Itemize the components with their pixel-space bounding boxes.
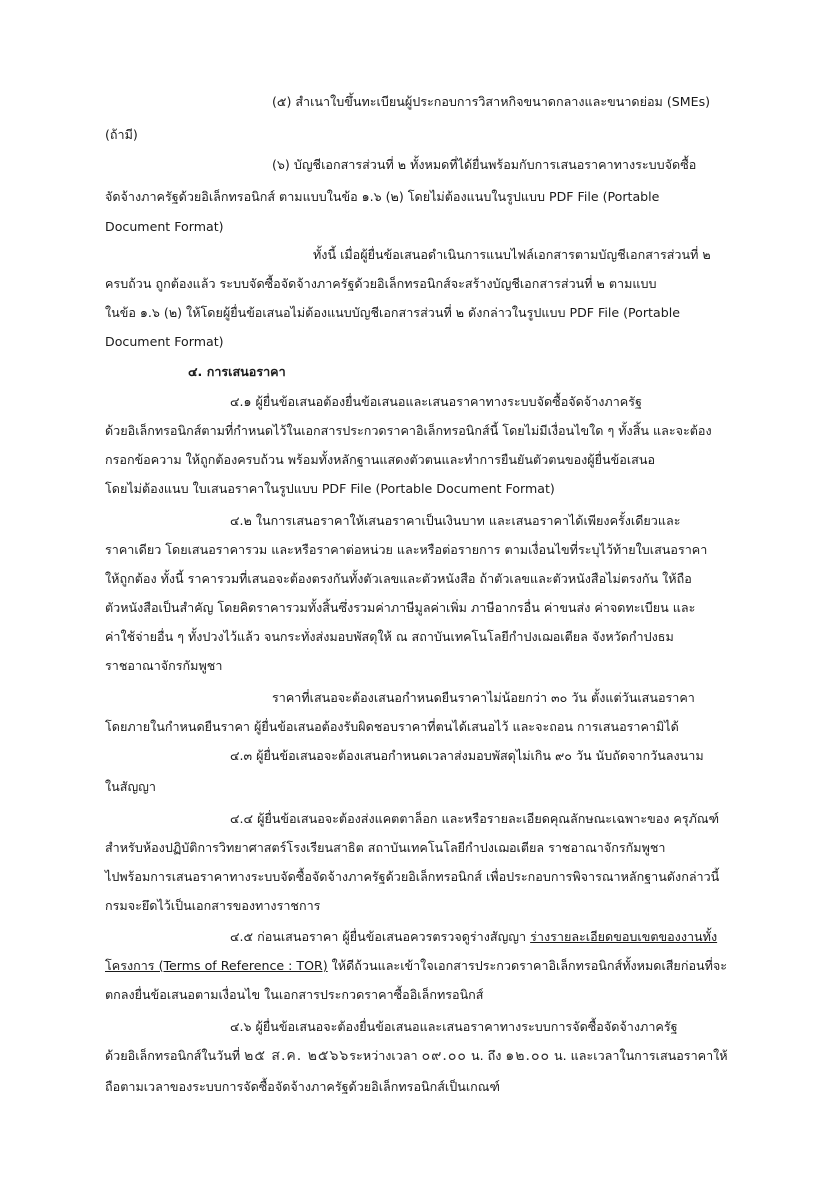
clause-4-2-line: ราคาที่เสนอจะต้องเสนอกำหนดยืนราคาไม่น้อยกว่า ๓๐ วัน ตั้งแต่วันเสนอราคา (272, 690, 695, 705)
note-paragraph-line: ในข้อ ๑.๖ (๒) ให้โดยผู้ยื่นข้อเสนอไม่ต้องแนบบัญชีเอกสารส่วนที่ ๒ ดังกล่าวในรูปแบบ PDF File (Portable (105, 305, 680, 320)
clause-4-6-line: ถือตามเวลาของระบบการจัดซื้อจัดจ้างภาครัฐด้วยอิเล็กทรอนิกส์เป็นเกณฑ์ (105, 1079, 500, 1094)
note-paragraph-line: ทั้งนี้ เมื่อผู้ยื่นข้อเสนอดำเนินการแนบไฟล์เอกสารตามบัญชีเอกสารส่วนที่ ๒ (313, 247, 711, 262)
clause-4-1-line: กรอกข้อความ ให้ถูกต้องครบถ้วน พร้อมทั้งหลักฐานแสดงตัวตนและทำการยืนยันตัวตนของผู้ยื่นข้อเสนอ (105, 452, 656, 467)
clause-4-6-text: ด้วยอิเล็กทรอนิกส์ในวันที่ (105, 1048, 241, 1063)
clause-4-2-line: โดยภายในกำหนดยืนราคา ผู้ยื่นข้อเสนอต้องรับผิดชอบราคาที่ตนได้เสนอไว้ และจะถอน การเสนอราคามิได้ (105, 719, 679, 734)
clause-4-1-line: ๔.๑ ผู้ยื่นข้อเสนอต้องยื่นข้อเสนอและเสนอราคาทางระบบจัดซื้อจัดจ้างภาครัฐ (230, 394, 642, 409)
clause-4-4-line: ๔.๔ ผู้ยื่นข้อเสนอจะต้องส่งแคตตาล็อก และหรือรายละเอียดคุณลักษณะเฉพาะของ ครุภัณฑ์ (230, 811, 720, 826)
clause-4-6-line: ๔.๖ ผู้ยื่นข้อเสนอจะต้องยื่นข้อเสนอและเสนอราคาทางระบบการจัดซื้อจัดจ้างภาครัฐ (230, 1019, 678, 1034)
item-5-line: (๕) สำเนาใบขึ้นทะเบียนผู้ประกอบการวิสาหกิจขนาดกลางและขนาดย่อม (SMEs) (272, 94, 711, 109)
handwritten-end-time: ๑๒.๐๐ (505, 1048, 551, 1064)
clause-4-2-line: ราคาเดียว โดยเสนอราคารวม และหรือราคาต่อหน่วย และหรือต่อรายการ ตามเงื่อนไขที่ระบุไว้ท้ายใบเสนอราคา (105, 542, 708, 557)
item-5-continuation: (ถ้ามี) (105, 127, 138, 142)
item-6-continuation: จัดจ้างภาครัฐด้วยอิเล็กทรอนิกส์ ตามแบบในข้อ ๑.๖ (๒) โดยไม่ต้องแนบในรูปแบบ PDF File (Portable (105, 189, 660, 204)
clause-4-5-text: ๔.๕ ก่อนเสนอราคา ผู้ยื่นข้อเสนอควรตรวจดูร่างสัญญา (230, 929, 531, 944)
clause-4-6-text: น. และเวลาในการเสนอราคาให้ (554, 1048, 728, 1063)
item-6-continuation: Document Format) (105, 219, 224, 234)
clause-4-1-line: โดยไม่ต้องแนบ ใบเสนอราคาในรูปแบบ PDF File (Portable Document Format) (105, 481, 555, 496)
clause-4-4-line: กรมจะยึดไว้เป็นเอกสารของทางราชการ (105, 898, 321, 913)
clause-4-6-text: น. ถึง (470, 1048, 502, 1063)
clause-4-4-line: ไปพร้อมการเสนอราคาทางระบบจัดซื้อจัดจ้างภาครัฐด้วยอิเล็กทรอนิกส์ เพื่อประกอบการพิจารณาหลักฐานดังกล่าวนี้ (105, 869, 720, 884)
clause-4-6-line (105, 1048, 728, 1064)
clause-4-4-line: สำหรับห้องปฏิบัติการวิทยาศาสตร์โรงเรียนสาธิต สถาบันเทคโนโลยีกำปงเฌอเตียล ราชอาณาจักรกัมพูชา (105, 840, 666, 855)
clause-4-5-line (105, 958, 727, 974)
clause-4-6-text: ระหว่างเวลา (349, 1048, 418, 1063)
clause-4-3-line: ๔.๓ ผู้ยื่นข้อเสนอจะต้องเสนอกำหนดเวลาส่งมอบพัสดุไม่เกิน ๙๐ วัน นับถัดจากวันลงนาม (230, 748, 704, 763)
clause-4-2-line: ให้ถูกต้อง ทั้งนี้ ราคารวมที่เสนอจะต้องตรงกันทั้งตัวเลขและตัวหนังสือ ถ้าตัวเลขและตัวหนังสือไม่ตรงกัน ให้ถือ (105, 571, 692, 586)
clause-4-1-line: ด้วยอิเล็กทรอนิกส์ตามที่กำหนดไว้ในเอกสารประกวดราคาอิเล็กทรอนิกส์นี้ โดยไม่มีเงื่อนไขใด ๆ ทั้งสิ้น และจะต้อง (105, 423, 712, 438)
note-paragraph-line: ครบถ้วน ถูกต้องแล้ว ระบบจัดซื้อจัดจ้างภาครัฐด้วยอิเล็กทรอนิกส์จะสร้างบัญชีเอกสารส่วนที่ ๒ ตามแบบ (105, 276, 657, 291)
item-6-line: (๖) บัญชีเอกสารส่วนที่ ๒ ทั้งหมดที่ได้ยื่นพร้อมกับการเสนอราคาทางระบบจัดซื้อ (272, 157, 697, 172)
clause-4-5-line: ตกลงยื่นข้อเสนอตามเงื่อนไข ในเอกสารประกวดราคาซื้ออิเล็กทรอนิกส์ (105, 987, 484, 1002)
clause-4-2-line: ๔.๒ ในการเสนอราคาให้เสนอราคาเป็นเงินบาท และเสนอราคาได้เพียงครั้งเดียวและ (230, 513, 681, 528)
tor-reference-text: ร่างรายละเอียดขอบเขตของงานทั้ง (530, 929, 718, 944)
section-heading: ๔. การเสนอราคา (188, 364, 286, 379)
clause-4-3-line: ในสัญญา (105, 779, 156, 794)
handwritten-start-time: ๐๙.๐๐ (421, 1048, 467, 1064)
note-paragraph-line: Document Format) (105, 334, 224, 349)
tor-reference-text: โครงการ (Terms of Reference : TOR) (105, 958, 328, 973)
clause-4-2-line: ราชอาณาจักรกัมพูชา (105, 658, 223, 673)
clause-4-5-text: ให้ดีถ้วนและเข้าใจเอกสารประกวดราคาอิเล็กทรอนิกส์ทั้งหมดเสียก่อนที่จะ (327, 958, 728, 973)
clause-4-2-line: ตัวหนังสือเป็นสำคัญ โดยคิดราคารวมทั้งสิ้นซึ่งรวมค่าภาษีมูลค่าเพิ่ม ภาษีอากรอื่น ค่าขนส่ง ค่าจดทะเบียน และ (105, 600, 696, 615)
clause-4-2-line: ค่าใช้จ่ายอื่น ๆ ทั้งปวงไว้แล้ว จนกระทั่งส่งมอบพัสดุให้ ณ สถาบันเทคโนโลยีกำปงเฌอเตียล จังหวัดกำปงธม (105, 629, 674, 644)
handwritten-date: ๒๕ ส.ค. ๒๕๖๖ (244, 1048, 350, 1064)
clause-4-5-line (230, 929, 717, 945)
